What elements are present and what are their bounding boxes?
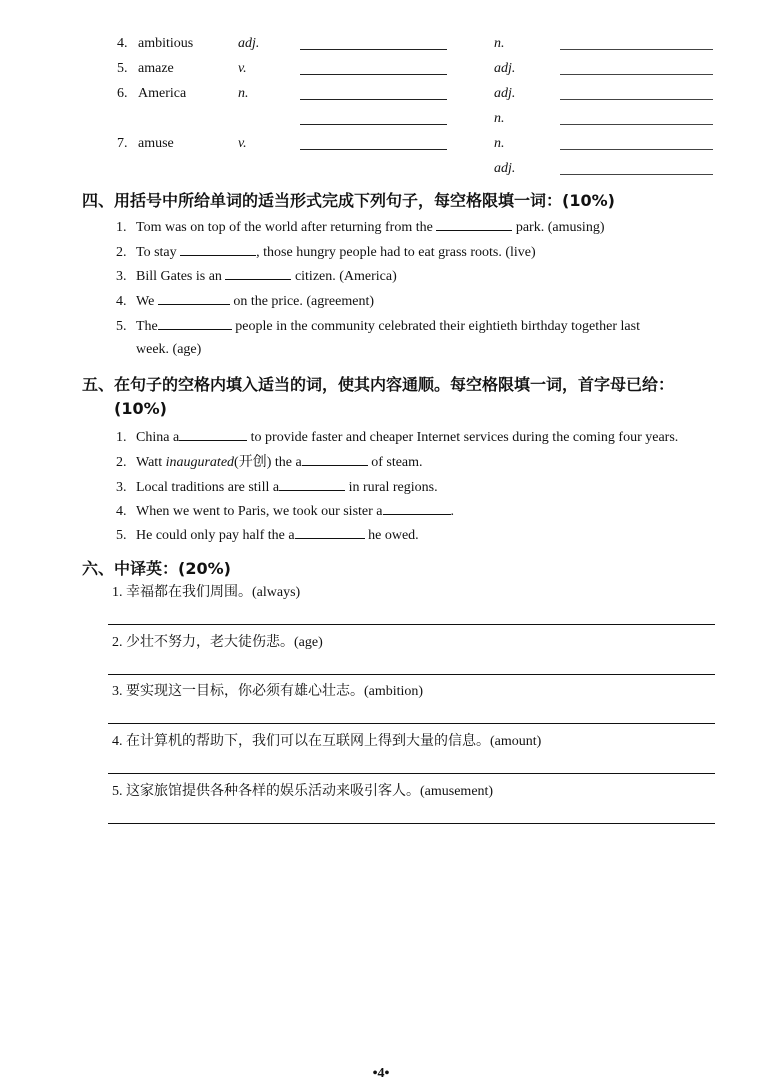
sentence-item	[116, 451, 423, 473]
answer-blank[interactable]	[560, 49, 713, 50]
item-number: 6.	[117, 86, 128, 101]
section-6-title: 六、中译英：(20%)	[82, 559, 231, 578]
answer-blank[interactable]	[560, 124, 713, 125]
sentence-continuation: week. (age)	[136, 342, 202, 357]
part-of-speech: v.	[238, 61, 247, 76]
answer-blank[interactable]	[383, 500, 451, 515]
translation-prompt: 少壮不努力，老大徒伤悲。(age)	[126, 635, 323, 650]
answer-blank[interactable]	[300, 99, 447, 100]
sentence-text: When we went to Paris, we took our sister a	[136, 504, 383, 519]
sentence-text: Bill Gates is an	[136, 269, 222, 284]
sentence-text: , those hungry people had to eat grass roots. (live)	[256, 245, 536, 260]
answer-blank[interactable]	[436, 216, 512, 231]
sentence-text: .	[450, 504, 454, 519]
sentence-text: The	[136, 319, 158, 334]
word: ambitious	[138, 36, 194, 51]
word: amaze	[138, 61, 174, 76]
sentence-text: on the price. (agreement)	[233, 294, 375, 309]
section-5-title-cont: (10%)	[114, 399, 167, 418]
item-number: 4.	[117, 36, 128, 51]
sentence-item	[116, 290, 374, 312]
translation-prompt: 要实现这一目标，你必须有雄心壮志。(ambition)	[126, 684, 424, 699]
target-part-of-speech: n.	[494, 36, 505, 51]
sentence-item	[116, 476, 438, 498]
translation-prompt: 在计算机的帮助下，我们可以在互联网上得到大量的信息。(amount)	[126, 734, 542, 749]
answer-blank[interactable]	[180, 241, 256, 256]
item-number: 3.	[116, 269, 127, 284]
sentence-text: in rural regions.	[348, 480, 438, 495]
item-number: 4.	[116, 504, 127, 519]
sentence-text: citizen. (America)	[294, 269, 397, 284]
sentence-text: To stay	[136, 245, 177, 260]
sentence-text: people in the community celebrated their eightieth birthday together last	[235, 319, 640, 334]
translation-prompt: 这家旅馆提供各种各样的娱乐活动来吸引客人。(amusement)	[126, 784, 494, 799]
item-number: 3.	[116, 480, 127, 495]
sentence-item	[116, 524, 419, 546]
item-number: 5.	[116, 319, 127, 334]
part-of-speech: adj.	[238, 36, 260, 51]
answer-blank[interactable]	[158, 315, 232, 330]
sentence-text: (开创) the a	[234, 455, 302, 470]
answer-blank[interactable]	[300, 74, 447, 75]
sentence-text: We	[136, 294, 155, 309]
sentence-text: China a	[136, 430, 180, 445]
part-of-speech: n.	[238, 86, 249, 101]
item-number: 5.	[116, 528, 127, 543]
sentence-item	[116, 241, 536, 263]
section-4-title: 四、用括号中所给单词的适当形式完成下列句子，每空格限填一词：(10%)	[82, 191, 615, 210]
sentence-text: to provide faster and cheaper Internet services during the coming four years.	[250, 430, 679, 445]
answer-blank[interactable]	[560, 74, 713, 75]
item-number: 5.	[117, 61, 128, 76]
translation-prompt: 幸福都在我们周围。(always)	[126, 585, 301, 600]
translation-item	[112, 782, 493, 802]
section-5-title: 五、在句子的空格内填入适当的词，使其内容通顺。每空格限填一词，首字母已给：	[82, 375, 675, 394]
target-part-of-speech: adj.	[494, 61, 516, 76]
word-form-row	[0, 84, 762, 104]
word-form-row	[0, 134, 762, 154]
sentence-text: of steam.	[371, 455, 423, 470]
translation-item	[112, 583, 300, 603]
part-of-speech: v.	[238, 136, 247, 151]
answer-blank[interactable]	[300, 149, 447, 150]
item-number: 5.	[112, 784, 123, 799]
target-part-of-speech: n.	[494, 111, 505, 126]
answer-blank[interactable]	[225, 265, 291, 280]
answer-blank[interactable]	[560, 174, 713, 175]
translation-answer-line[interactable]	[108, 674, 715, 675]
sentence-text: He could only pay half the a	[136, 528, 295, 543]
item-number: 1.	[116, 220, 127, 235]
sentence-item	[116, 426, 678, 448]
item-number: 2.	[116, 245, 127, 260]
answer-blank[interactable]	[302, 451, 368, 466]
item-number: 2.	[116, 455, 127, 470]
answer-blank[interactable]	[158, 290, 230, 305]
item-number: 7.	[117, 136, 128, 151]
sentence-item	[116, 315, 640, 337]
answer-blank[interactable]	[300, 124, 447, 125]
translation-item	[112, 633, 323, 653]
translation-answer-line[interactable]	[108, 823, 715, 824]
sentence-italic-word: inaugurated	[165, 455, 235, 470]
answer-blank[interactable]	[560, 149, 713, 150]
item-number: 3.	[112, 684, 123, 699]
item-number: 1.	[112, 585, 123, 600]
item-number: 4.	[112, 734, 123, 749]
item-number: 1.	[116, 430, 127, 445]
translation-item	[112, 682, 423, 702]
answer-blank[interactable]	[279, 476, 345, 491]
item-number: 2.	[112, 635, 123, 650]
translation-answer-line[interactable]	[108, 624, 715, 625]
target-part-of-speech: adj.	[494, 161, 516, 176]
word: America	[138, 86, 187, 101]
sentence-text: Tom was on top of the world after returning from the	[136, 220, 433, 235]
target-part-of-speech: adj.	[494, 86, 516, 101]
word-form-row	[0, 34, 762, 54]
sentence-text: he owed.	[368, 528, 419, 543]
answer-blank[interactable]	[295, 524, 365, 539]
word-form-row	[0, 109, 762, 129]
item-number: 4.	[116, 294, 127, 309]
word-form-row	[0, 59, 762, 79]
sentence-text: Watt	[136, 455, 166, 470]
word-form-row	[0, 159, 762, 179]
answer-blank[interactable]	[560, 99, 713, 100]
word: amuse	[138, 136, 174, 151]
page-number: •4•	[372, 1066, 390, 1081]
target-part-of-speech: n.	[494, 136, 505, 151]
translation-item	[112, 732, 541, 752]
sentence-item	[116, 500, 454, 522]
sentence-text: park. (amusing)	[515, 220, 605, 235]
answer-blank[interactable]	[300, 49, 447, 50]
sentence-item	[116, 216, 605, 238]
sentence-item	[116, 265, 397, 287]
answer-blank[interactable]	[179, 426, 247, 441]
sentence-text: Local traditions are still a	[136, 480, 280, 495]
translation-answer-line[interactable]	[108, 773, 715, 774]
translation-answer-line[interactable]	[108, 723, 715, 724]
